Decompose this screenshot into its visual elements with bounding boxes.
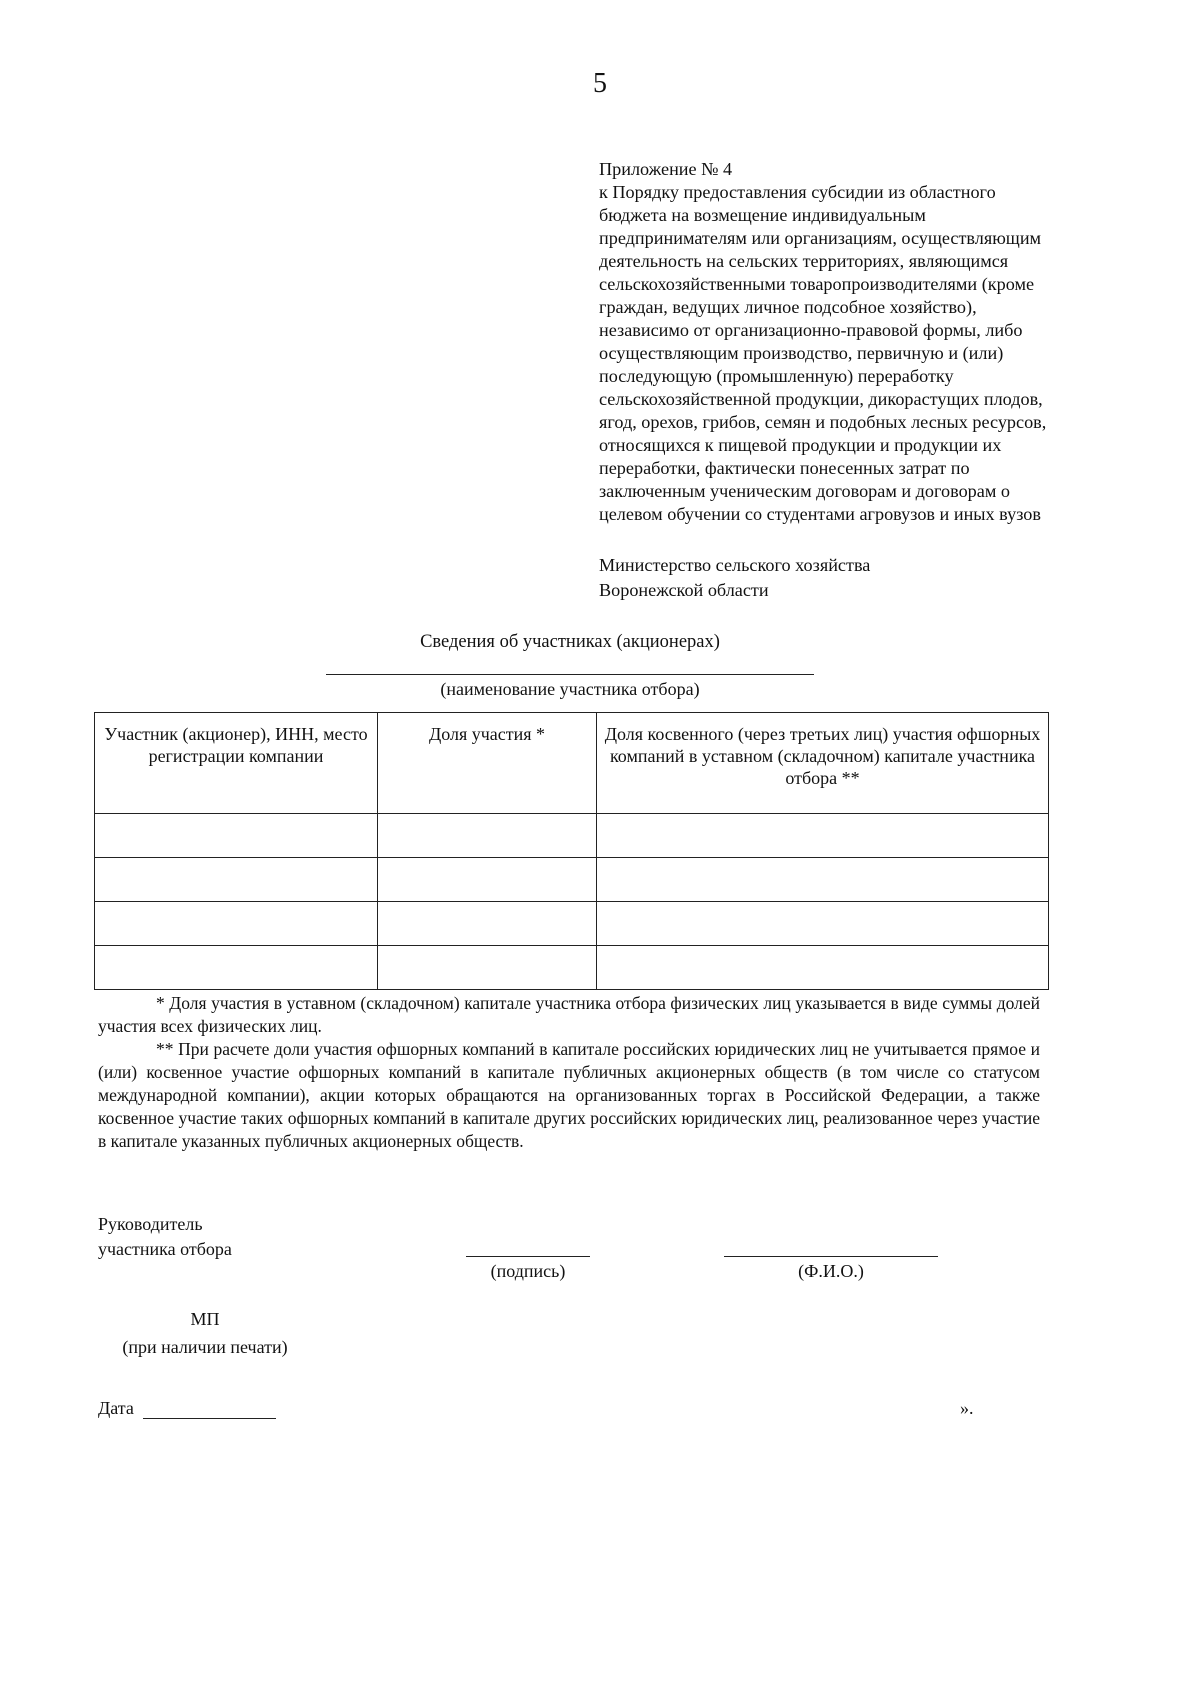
table-row bbox=[95, 858, 1049, 902]
appendix-line: относящихся к пищевой продукции и продукции их bbox=[599, 435, 1002, 455]
appendix-line: к Порядку предоставления субсидии из областного bbox=[599, 182, 996, 202]
appendix-line: Приложение № 4 bbox=[599, 159, 733, 179]
fio-line bbox=[724, 1256, 938, 1257]
seal-label: МП bbox=[190, 1309, 220, 1329]
appendix-line: целевом обучении со студентами агровузов и иных вузов bbox=[599, 504, 1041, 524]
closing-quote: ». bbox=[960, 1398, 974, 1418]
header-participant: Участник (акционер), ИНН, место регистрации компании bbox=[95, 713, 378, 814]
ministry-line-1: Министерство сельского хозяйства bbox=[599, 555, 871, 575]
appendix-line: ягод, орехов, грибов, семян и подобных лесных ресурсов, bbox=[599, 412, 1047, 432]
header-offshore-share: Доля косвенного (через третьих лиц) участия офшорных компаний в уставном (складочном) капитале участника отбора ** bbox=[597, 713, 1049, 814]
table-cell bbox=[597, 902, 1049, 946]
appendix-line: переработки, фактически понесенных затрат по bbox=[599, 458, 970, 478]
head-label-line-2: участника отбора bbox=[98, 1239, 232, 1259]
table-row bbox=[95, 946, 1049, 990]
table-cell bbox=[378, 858, 597, 902]
table-cell bbox=[95, 814, 378, 858]
participant-name-line bbox=[326, 674, 814, 675]
appendix-line: деятельность на сельских территориях, являющимся bbox=[599, 251, 1009, 271]
table-header-row bbox=[95, 713, 1049, 814]
appendix-line: предпринимателям или организациям, осуществляющим bbox=[599, 228, 1042, 248]
footnote-2: ** При расчете доли участия офшорных компаний в капитале российских юридических лиц не учитывается прямое и (или) косвенное участие офшорных компаний в капитале публичных акционерных обществ (в том числе со статусом международной компании), акции которых обращаются на организованных торгах в Российской Федерации, а также косвенное участие таких офшорных компаний в капитале других российских юридических лиц, реализованное через участие в капитале указанных публичных акционерных обществ. bbox=[98, 1039, 1040, 1151]
signature-caption: (подпись) bbox=[490, 1261, 566, 1281]
appendix-line: бюджета на возмещение индивидуальным bbox=[599, 205, 926, 225]
table-cell bbox=[597, 814, 1049, 858]
table-cell bbox=[95, 858, 378, 902]
table-row bbox=[95, 902, 1049, 946]
appendix-line: граждан, ведущих личное подсобное хозяйство), bbox=[599, 297, 977, 317]
ministry-line-2: Воронежской области bbox=[599, 580, 769, 600]
appendix-header bbox=[599, 158, 1119, 526]
seal-block bbox=[110, 1305, 300, 1361]
footnotes bbox=[98, 992, 1040, 1153]
appendix-line: сельскохозяйственными товаропроизводителями (кроме bbox=[599, 274, 1035, 294]
signature-line bbox=[466, 1256, 590, 1257]
ministry-addressee bbox=[599, 553, 870, 603]
table-cell bbox=[95, 946, 378, 990]
table-cell bbox=[378, 814, 597, 858]
header-share: Доля участия * bbox=[378, 713, 597, 814]
table-cell bbox=[378, 902, 597, 946]
participants-table bbox=[94, 712, 1049, 990]
table-cell bbox=[597, 946, 1049, 990]
table-cell bbox=[378, 946, 597, 990]
appendix-line: заключенным ученическим договорам и договорам о bbox=[599, 481, 1011, 501]
appendix-line: осуществляющим производство, первичную и (или) bbox=[599, 343, 1004, 363]
participant-name-caption: (наименование участника отбора) bbox=[440, 679, 700, 699]
seal-note: (при наличии печати) bbox=[122, 1337, 288, 1357]
page-number: 5 bbox=[593, 68, 607, 99]
head-label-line-1: Руководитель bbox=[98, 1214, 203, 1234]
table-cell bbox=[597, 858, 1049, 902]
table-cell bbox=[95, 902, 378, 946]
appendix-line: независимо от организационно-правовой формы, либо bbox=[599, 320, 1023, 340]
head-label bbox=[98, 1212, 232, 1262]
appendix-line: сельскохозяйственной продукции, дикорастущих плодов, bbox=[599, 389, 1043, 409]
table-row bbox=[95, 814, 1049, 858]
fio-caption: (Ф.И.О.) bbox=[798, 1261, 864, 1281]
appendix-line: последующую (промышленную) переработку bbox=[599, 366, 954, 386]
footnote-1: * Доля участия в уставном (складочном) капитале участника отбора физических лиц указывается в виде суммы долей участия всех физических лиц. bbox=[98, 993, 1040, 1036]
date-line bbox=[143, 1418, 276, 1419]
date-label: Дата bbox=[98, 1398, 134, 1418]
form-title: Сведения об участниках (акционерах) bbox=[420, 632, 720, 652]
